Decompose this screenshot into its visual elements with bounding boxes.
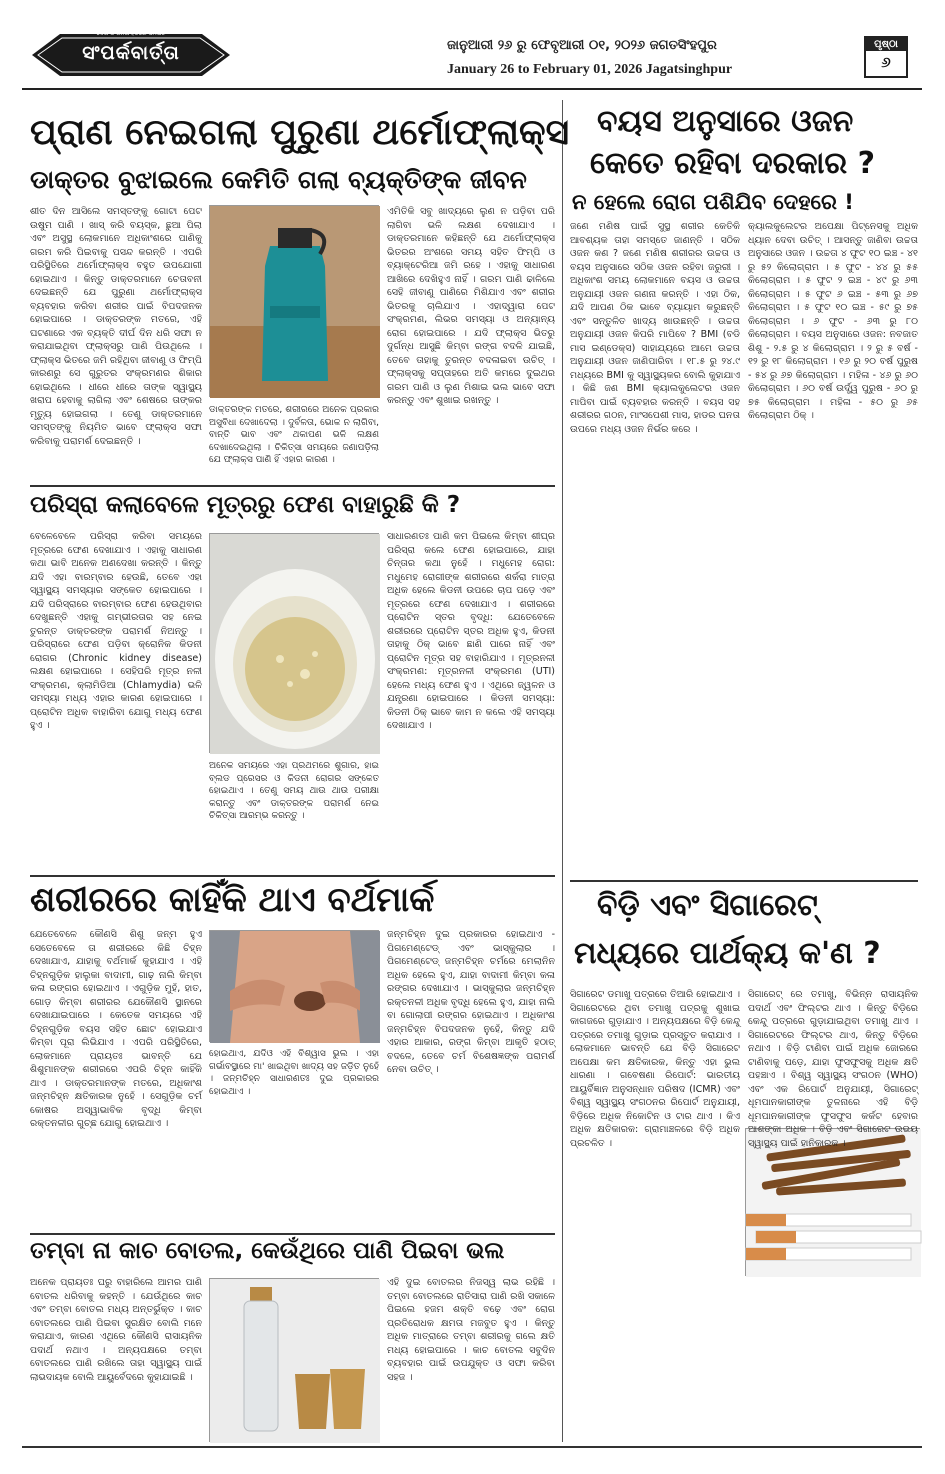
weight-column-1: ଜଣେ ମଣିଷ ପାଇଁ ସୁସ୍ଥ ଶରୀର କେତିକି ଆବଶ୍ୟକ ତାହା ସମସ୍ତେ ଜାଣନ୍ତି । ସଠିକ ଓଜନ କଣ ? ଜଣେ ମଣିଷ ଶରୀରର ଉଚ୍ଚତା ଓ ବୟସ ଅନୁସାରେ ସଠିକ ଓଜନ ରହିବା ଜରୁରୀ । ଅଧିକାଂଶ ସମୟ ଲୋକମାନେ ବୟସ ଓ ଉଚ୍ଚତା ଅନୁଯାୟୀ ଓଜନ ଗଣନା କରନ୍ତି । ଏହା ଠିକ, ଯଦି ଆପଣ ଠିକ ଭାବେ ବ୍ୟାୟାମ କରୁଛନ୍ତି ଏବଂ ସନ୍ତୁଳିତ ଖାଦ୍ୟ ଖାଉଛନ୍ତି । ଉଚ୍ଚତା ଅନୁଯାୟୀ ଓଜନ କିପରି ମାପିବେ ? BMI (ବଡି ମାସ ଇଣ୍ଡେକ୍ସ) ସାହାଯ୍ୟରେ ଆମେ ଉଚ୍ଚତା ଅନୁଯାୟୀ ଓଜନ ଜାଣିପାରିବା । ୧୮.୫ ରୁ ୨୪.୯ ମଧ୍ୟରେ BMI କୁ ସ୍ୱାସ୍ଥ୍ୟକର ବୋଲି କୁହାଯାଏ । କିଛି ଜଣ BMI କ୍ୟାଲକୁଲେଟର ଓଜନ ମାପିବା ପାଇଁ ବ୍ୟବହାର କରନ୍ତି । ବୟସ ସହ ଶରୀରର ଗଠନ, ମାଂସପେଶୀ ମାସ, ହାଡର ଘନତା ଉପରେ ମଧ୍ୟ ଓଜନ ନିର୍ଭର କରେ । bbox=[570, 221, 740, 435]
page-label: ପୃଷ୍ଠା bbox=[866, 38, 906, 51]
bidi-column-2: ସିଗାରେଟ୍ ରେ ତମାଖୁ, ବିଭିନ୍ନ ରାସାୟନିକ ପଦାର୍ଥ ଏବଂ ଫିଲ୍ଟର ଥାଏ । କିନ୍ତୁ ବିଡ଼ିରେ କେନ୍ଦୁ ପତ୍ରରେ ଗୁଡ଼ାଯାଇଥିବା ତମାଖୁ ଥାଏ । ସିଗାରେଟରେ ଫିଲ୍ଟର ଥାଏ, କିନ୍ତୁ ବିଡ଼ିରେ ନଥାଏ । ବିଡ଼ି ଟାଣିବା ପାଇଁ ଅଧିକ ଜୋରରେ ଟାଣିବାକୁ ପଡ଼େ, ଯାହା ଫୁସଫୁସକୁ ଅଧିକ କ୍ଷତି ପହଞ୍ଚାଏ । ବିଶ୍ୱ ସ୍ୱାସ୍ଥ୍ୟ ସଂଗଠନ (WHO) ଏବଂ ଏକ ରିପୋର୍ଟ ଅନୁଯାୟୀ, ସିଗାରେଟ୍ ଧୂମପାନକାରୀଙ୍କ ତୁଳନାରେ ଏହି ବିଡ଼ି ଧୂମପାନକାରୀଙ୍କ ଫୁସଫୁସ କର୍କଟ ହେବାର ଆଶଙ୍କା ଅଧିକ । ବିଡ଼ି ଏବଂ ସିଗାରେଟ ଉଭୟ ସ୍ୱାସ୍ଥ୍ୟ ପାଇଁ ହାନିକାରକ । bbox=[748, 989, 918, 1149]
foam-headline: ପରିସ୍ରା କଲାବେଳେ ମୂତ୍ରରୁ ଫେଣ ବାହାରୁଛି କି ? bbox=[30, 492, 461, 518]
newspaper-header bbox=[22, 22, 922, 90]
section-divider bbox=[30, 875, 555, 877]
weight-subhead: ନ ହେଲେ ରୋଗ ପଶିଯିବ ଦେହରେ ! bbox=[572, 190, 854, 214]
masthead-tagline: ଦେଶ ଓ ଜନତା ହିତରେ ସମର୍ପିତ bbox=[96, 30, 166, 37]
foam-column-1: ବେଳେବେଳେ ପରିସ୍ରା କରିବା ସମୟରେ ମୂତ୍ରରେ ଫେଣ ଦେଖାଯାଏ । ଏହାକୁ ସାଧାରଣ କଥା ଭାବି ଅନେକ ଅଣଦେଖା କରନ୍ତି । କିନ୍ତୁ ଯଦି ଏହା ବାରମ୍ବାର ହେଉଛି, ତେବେ ଏହା ସ୍ୱାସ୍ଥ୍ୟ ସମସ୍ୟାର ସଙ୍କେତ ହୋଇପାରେ । ଯଦି ପରିସ୍ରାରେ ବାରମ୍ବାର ଫେଣ ହେଉଥିବାର ଦେଖୁଛନ୍ତି ଏହାକୁ ଗମ୍ଭୀରତାର ସହ ନେଇ ତୁରନ୍ତ ଡାକ୍ତରଙ୍କ ପରାମର୍ଶ ନିଅନ୍ତୁ । ପରିସ୍ରାରେ ଫେଣ ପଡ଼ିବା କ୍ରୋନିକ କିଡନୀ ରୋଗର (Chronic kidney disease) ଲକ୍ଷଣ ହୋଇପାରେ । ସେହିପରି ମୂତ୍ର ନଳୀ ସଂକ୍ରମଣ, କ୍ଲାମିଡିଆ (Chlamydia) ଭଳି ସମସ୍ୟା ମଧ୍ୟ ଏହାର କାରଣ ହୋଇପାରେ । ପ୍ରୋଟିନ ଅଧିକ ବାହାରିବା ଯୋଗୁ ମଧ୍ୟ ଫେଣ ହୁଏ । bbox=[30, 531, 202, 731]
weight-column-2: କ୍ୟାଲକୁଲେଟର ଅପେକ୍ଷା ପିଟ୍ନେସକୁ ଅଧିକ ଧ୍ୟାନ ଦେବା ଉଚିତ୍ । ଆସନ୍ତୁ ଜାଣିବା ଉଚ୍ଚତା ଅନୁସାରେ ଓଜନ । ଉଚ୍ଚତା ୪ ଫୁଟ ୧୦ ଇଞ୍ଚ - ୪୧ ରୁ ୫୨ କିଲୋଗ୍ରାମ । ୫ ଫୁଟ - ୪୪ ରୁ ୫୫ କିଲୋଗ୍ରାମ । ୫ ଫୁଟ ୨ ଇଞ୍ଚ - ୪୯ ରୁ ୬୩ କିଲୋଗ୍ରାମ । ୫ ଫୁଟ ୬ ଇଞ୍ଚ - ୫୩ ରୁ ୬୭ କିଲୋଗ୍ରାମ । ୫ ଫୁଟ ୧୦ ଇଞ୍ଚ - ୫୯ ରୁ ୭୫ କିଲୋଗ୍ରାମ । ୬ ଫୁଟ - ୬୩ ରୁ ୮୦ କିଲୋଗ୍ରାମ । ବୟସ ଅନୁସାରେ ଓଜନ: ନବଜାତ ଶିଶୁ - ୨.୫ ରୁ ୪ କିଲୋଗ୍ରାମ । ୨ ରୁ ୫ ବର୍ଷ - ୧୨ ରୁ ୧୮ କିଲୋଗ୍ରାମ । ୧୬ ରୁ ୨୦ ବର୍ଷ ପୁରୁଷ - ୫୪ ରୁ ୬୭ କିଲୋଗ୍ରାମ । ମହିଳା - ୪୬ ରୁ ୬୦ କିଲୋଗ୍ରାମ । ୬୦ ବର୍ଷ ଉର୍ଦ୍ଧ୍ୱ ପୁରୁଷ - ୬୦ ରୁ ୭୫ କିଲୋଗ୍ରାମ । ମହିଳା - ୫୦ ରୁ ୬୫ କିଲୋଗ୍ରାମ ଠିକ୍ । bbox=[748, 221, 918, 421]
copper-column-3: ଏହି ଦୁଇ ବୋତଲର ନିଜସ୍ୱ ଲାଭ ରହିଛି । ତମ୍ବା ବୋତଲରେ ରାତିସାରା ପାଣି ରଖି ସକାଳେ ପିଇଲେ ହଜମ ଶକ୍ତି ବଢ଼େ ଏବଂ ରୋଗ ପ୍ରତିରୋଧକ କ୍ଷମତା ମଜବୁତ ହୁଏ । କିନ୍ତୁ ଅଧିକ ମାତ୍ରାରେ ତମ୍ବା ଶରୀରକୁ ଗଲେ କ୍ଷତି ମଧ୍ୟ ହୋଇପାରେ । କାଚ ବୋତଲ ସବୁଦିନ ବ୍ୟବହାର ପାଇଁ ଉପଯୁକ୍ତ ଓ ସଫା କରିବା ସହଜ । bbox=[387, 1277, 555, 1383]
birthmark-headline: ଶରୀରରେ କାହିଁକି ଥାଏ ବର୍ଥମାର୍କ bbox=[30, 880, 435, 920]
thermoflask-photo bbox=[209, 205, 379, 397]
foam-photo bbox=[209, 533, 379, 753]
copper-bottle-photo bbox=[209, 1278, 379, 1442]
section-divider bbox=[570, 880, 918, 882]
thermoflask-column-1: ଶୀତ ଦିନ ଆସିଲେ ସମସ୍ତଙ୍କୁ ଗୋଟା ପେଟ ଉଷୁମ ପାଣି । ଖାସ୍ କରି ବୟସ୍କ, ଛୁଆ ପିଲା ଏବଂ ଅସୁସ୍ଥ ଲୋକମାନେ ଅଧିକାଂଶରେ ପାଣିକୁ ଗରମ କରି ପିଇବାକୁ ପସନ୍ଦ କରନ୍ତି । ଏପରି ପରିସ୍ଥିତିରେ ଥର୍ମୋଫ୍ଲାକ୍ସ ବହୁତ ଉପଯୋଗୀ ହୋଇଥାଏ । କିନ୍ତୁ ଡାକ୍ତରମାନେ ଚେତାବନୀ ଦେଇଛନ୍ତି ଯେ ପୁରୁଣା ଥର୍ମୋଫ୍ଲାକ୍ସ ବ୍ୟବହାର କରିବା ଶରୀର ପାଇଁ ବିପଦଜନକ ହୋଇପାରେ । ଡାକ୍ତରଙ୍କ ମତରେ, ଏହି ଘଟଣାରେ ଏକ ବ୍ୟକ୍ତି ଦୀର୍ଘ ଦିନ ଧରି ସଫା ନ କରାଯାଇଥିବା ଫ୍ଲାକ୍ସରୁ ପାଣି ପିଉଥିଲେ । ଫ୍ଲାକ୍ସ ଭିତରେ ଜମି ରହିଥିବା ଜୀବାଣୁ ଓ ଫିମ୍ପି କାରଣରୁ ସେ ଗୁରୁତର ସଂକ୍ରମଣର ଶିକାର ହୋଇଥିଲେ । ଧୀରେ ଧୀରେ ତାଙ୍କ ସ୍ୱାସ୍ଥ୍ୟ ଖରାପ ହେବାକୁ ଲାଗିଲା ଏବଂ ଶେଷରେ ତାଙ୍କର ମୃତ୍ୟୁ ହୋଇଗଲା । ତେଣୁ ଡାକ୍ତରମାନେ ସମସ୍ତଙ୍କୁ ନିୟମିତ ଭାବେ ଫ୍ଲାକ୍ସ ସଫା କରିବାକୁ ପରାମର୍ଶ ଦେଇଛନ୍ତି । bbox=[30, 206, 202, 447]
bidi-headline-line-1: ବିଡ଼ି ଏବଂ ସିଗାରେଟ୍ bbox=[597, 888, 818, 923]
page-number: ୬ bbox=[881, 53, 891, 71]
foam-column-3: ସାଧାରଣତଃ ପାଣି କମ ପିଇଲେ କିମ୍ବା ଶୀଘ୍ର ପରିସ୍ରା କଲେ ଫେଣ ହୋଇପାରେ, ଯାହା ଚିନ୍ତାର କଥା ନୁହେଁ । ମଧୁମେହ ରୋଗ: ମଧୁମେହ ରୋଗୀଙ୍କ ଶରୀରରେ ଶର୍କରା ମାତ୍ରା ଅଧିକ ହେଲେ କିଡନୀ ଉପରେ ଚାପ ପଡ଼େ ଏବଂ ମୂତ୍ରରେ ଫେଣ ଦେଖାଯାଏ । ଶରୀରରେ ପ୍ରୋଟିନ ସ୍ତର ବୃଦ୍ଧି: ଯେତେବେଳେ ଶରୀରରେ ପ୍ରୋଟିନ ସ୍ତର ଅଧିକ ହୁଏ, କିଡନୀ ତାହାକୁ ଠିକ୍ ଭାବେ ଛାଣି ପାରେ ନାହିଁ ଏବଂ ପ୍ରୋଟିନ ମୂତ୍ର ସହ ବାହାରିଯାଏ । ମୂତ୍ରନଳୀ ସଂକ୍ରମଣ: ମୂତ୍ରନଳୀ ସଂକ୍ରମଣ (UTI) ହେଲେ ମଧ୍ୟ ଫେଣ ହୁଏ । ଏଥିରେ ଜ୍ୱଳନ ଓ ଯନ୍ତ୍ରଣା ହୋଇପାରେ । କିଡନୀ ସମସ୍ୟା: କିଡନୀ ଠିକ୍ ଭାବେ କାମ ନ କଲେ ଏହି ସମସ୍ୟା ଦେଖାଯାଏ । bbox=[387, 531, 555, 731]
birthmark-column-3: ଜନ୍ମଚିହ୍ନ ଦୁଇ ପ୍ରକାରର ହୋଇଥାଏ - ପିଗମେଣ୍ଟେଡ୍ ଏବଂ ଭାସ୍କୁଲାର । ପିଗମେଣ୍ଟେଡ୍ ଜନ୍ମଚିହ୍ନ ଚର୍ମରେ ମେଲାନିନ ଅଧିକ ହେଲେ ହୁଏ, ଯାହା ବାଦାମୀ କିମ୍ବା କଳା ରଙ୍ଗର ଦେଖାଯାଏ । ଭାସ୍କୁଲାର ଜନ୍ମଚିହ୍ନ ରକ୍ତନଳୀ ଅଧିକ ବୃଦ୍ଧି ହେଲେ ହୁଏ, ଯାହା ନାଲି ବା ଗୋଲାପୀ ରଙ୍ଗର ହୋଇଥାଏ । ଅଧିକାଂଶ ଜନ୍ମଚିହ୍ନ ବିପଦଜନକ ନୁହେଁ, କିନ୍ତୁ ଯଦି ଏହାର ଆକାର, ରଙ୍ଗ କିମ୍ବା ଆକୃତି ହଠାତ୍ ବଦଳେ, ତେବେ ଚର୍ମ ବିଶେଷଜ୍ଞଙ୍କ ପରାମର୍ଶ ନେବା ଉଚିତ୍ । bbox=[387, 929, 555, 1075]
weight-headline-line-2: କେତେ ରହିବା ଦରକାର ? bbox=[590, 146, 876, 181]
birthmark-column-1: ଯେତେବେଳେ କୌଣସି ଶିଶୁ ଜନ୍ମ ହୁଏ ସେତେବେଳେ ତା ଶରୀରରେ କିଛି ଚିହ୍ନ ଦେଖାଯାଏ, ଯାହାକୁ ବର୍ଥମାର୍କ କୁହାଯାଏ । ଏହି ଚିହ୍ନଗୁଡ଼ିକ ହାଲୁକା ବାଦାମୀ, ଗାଢ଼ ନାଲି କିମ୍ବା କଳା ରଙ୍ଗର ହୋଇଥାଏ । ଏଗୁଡ଼ିକ ମୁହଁ, ହାତ, ଗୋଡ଼ କିମ୍ବା ଶରୀରର ଯେକୌଣସି ସ୍ଥାନରେ ଦେଖାଯାଇପାରେ । କେତେକ ସମୟରେ ଏହି ଚିହ୍ନଗୁଡ଼ିକ ବୟସ ସହିତ ଛୋଟ ହୋଇଯାଏ କିମ୍ବା ପୂରା ଲିଭିଯାଏ । ଏପରି ପରିସ୍ଥିତିରେ, ଲୋକମାନେ ପ୍ରାୟତଃ ଭାବନ୍ତି ଯେ ଶିଶୁମାନଙ୍କ ଶରୀରରେ ଏପରି ଚିହ୍ନ କାହିଁକି ଥାଏ । ଡାକ୍ତରମାନଙ୍କ ମତରେ, ଅଧିକାଂଶ ଜନ୍ମଚିହ୍ନ କ୍ଷତିକାରକ ନୁହେଁ । ସେଗୁଡ଼ିକ ଚର୍ମ କୋଷର ଅସ୍ୱାଭାବିକ ବୃଦ୍ଧି କିମ୍ବା ରକ୍ତନଳୀର ଗୁଚ୍ଛ ଯୋଗୁ ହୋଇଥାଏ । bbox=[30, 929, 202, 1129]
section-divider bbox=[30, 1233, 555, 1235]
copper-headline: ତମ୍ବା ନା କାଚ ବୋତଲ, କେଉଁଥିରେ ପାଣି ପିଇବା ଭଲ bbox=[30, 1238, 505, 1264]
bidi-cigarette-photo bbox=[745, 1128, 920, 1276]
masthead-title: ସଂପର୍କବାର୍ତ୍ତା bbox=[82, 42, 180, 64]
issue-date-english: January 26 to February 01, 2026 Jagatsinghpur bbox=[447, 62, 733, 77]
column-divider bbox=[562, 100, 563, 1442]
thermoflask-headline: ପ୍ରାଣ ନେଇଗଲା ପୁରୁଣା ଥର୍ମୋଫ୍ଲାକ୍ସ bbox=[30, 112, 570, 153]
weight-headline-line-1: ବୟସ ଅନୁସାରେ ଓଜନ bbox=[597, 104, 854, 139]
thermoflask-column-3: ଏମିତିକି ସବୁ ଖାଦ୍ୟରେ ଲୁଣ ନ ପଡ଼ିବା ପରି ଲାଗିବା ଭଳି ଲକ୍ଷଣ ଦେଖାଯାଏ । ଡାକ୍ତରମାନେ କହିଛନ୍ତି ଯେ ଥର୍ମୋଫ୍ଲାକ୍ସ ଭିତରର ଅଂଶରେ ସମୟ ସହିତ ଫିମ୍ପି ଓ ବ୍ୟାକ୍ଟେରିଆ ଜମି ରହେ । ଏହାକୁ ସାଧାରଣ ଆଖିରେ ଦେଖିହୁଏ ନାହିଁ । ଗରମ ପାଣି ଢାଳିଲେ ସେହି ଜୀବାଣୁ ପାଣିରେ ମିଶିଯାଏ ଏବଂ ଶରୀର ଭିତରକୁ ଚାଲିଯାଏ । ଏହାଦ୍ୱାରା ପେଟ ସଂକ୍ରମଣ, ଲିଭର ସମସ୍ୟା ଓ ଅନ୍ୟାନ୍ୟ ରୋଗ ହୋଇପାରେ । ଯଦି ଫ୍ଲାକ୍ସ ଭିତରୁ ଦୁର୍ଗନ୍ଧ ଆସୁଛି କିମ୍ବା ରଙ୍ଗ ବଦଳି ଯାଇଛି, ତେବେ ତାହାକୁ ତୁରନ୍ତ ବଦଳାଇବା ଉଚିତ୍ । ଫ୍ଲାକ୍ସକୁ ସପ୍ତାହରେ ଅତି କମରେ ଦୁଇଥର ଗରମ ପାଣି ଓ ଲୁଣ ମିଶାଇ ଭଲ ଭାବେ ସଫା କରନ୍ତୁ ଏବଂ ଶୁଖାଇ ରଖନ୍ତୁ । bbox=[387, 206, 555, 406]
thermoflask-caption: ଡାକ୍ତରଙ୍କ ମତରେ, ଶରୀରରେ ଅନେକ ପ୍ରକାର ଅସୁବିଧା ଦେଖାଦେଲା । ଦୁର୍ବଳତା, ଭୋକ ନ ଲାଗିବା, ବାନ୍ତି ଭାବ ଏବଂ ଥକାପଣ ଭଳି ଲକ୍ଷଣ ଦେଖାଦେଇଥିଲା । ଚିକିତ୍ସା ସମୟରେ ଜଣାପଡ଼ିଲା ଯେ ଫ୍ଲାକ୍ସ ପାଣି ହିଁ ଏହାର କାରଣ । bbox=[209, 405, 379, 465]
birthmark-caption: ହୋଇଥାଏ, ଯଦିଓ ଏହି ବିଶ୍ୱାସ ଭୁଲ । ଏହା ଗର୍ଭାବସ୍ଥାରେ ମା' ଖାଇଥିବା ଖାଦ୍ୟ ସହ ଜଡ଼ିତ ନୁହେଁ । ଜନ୍ମଚିହ୍ନ ସାଧାରଣତଃ ଦୁଇ ପ୍ରକାରର ହୋଇଥାଏ । bbox=[209, 1049, 379, 1097]
section-divider bbox=[30, 485, 555, 487]
foam-caption: ଅନେକ ସମୟରେ ଏହା ପ୍ରଥମରେ ଶୁଗାର, ହାଇ ବ୍ଲଡ ପ୍ରେସର ଓ କିଡନୀ ରୋଗର ସଙ୍କେତ ହୋଇଥାଏ । ତେଣୁ ସମୟ ଥାଉ ଥାଉ ପରୀକ୍ଷା କରାନ୍ତୁ ଏବଂ ଡାକ୍ତରଙ୍କ ପରାମର୍ଶ ନେଇ ଚିକିତ୍ସା ଆରମ୍ଭ କରନ୍ତୁ । bbox=[209, 761, 379, 821]
bidi-column-1: ସିଗାରେଟ ଡମାଖୁ ପତ୍ରରେ ତିଆରି ହୋଇଥାଏ । ସିଗାରେଟରେ ଥିବା ତମାଖୁ ପତ୍ରକୁ ଶୁଖାଇ କାଗଜରେ ଗୁଡ଼ାଯାଏ । ଅନ୍ୟପକ୍ଷରେ ବିଡ଼ି କେନ୍ଦୁ ପତ୍ରରେ ତମାଖୁ ଗୁଡ଼ାଇ ପ୍ରସ୍ତୁତ କରାଯାଏ । ଲୋକମାନେ ଭାବନ୍ତି ଯେ ବିଡ଼ି ସିଗାରେଟ ଅପେକ୍ଷା କମ କ୍ଷତିକାରକ, କିନ୍ତୁ ଏହା ଭୁଲ ଧାରଣା । ଗବେଷଣା ରିପୋର୍ଟ: ଭାରତୀୟ ଆୟୁର୍ବିଜ୍ଞାନ ଅନୁସନ୍ଧାନ ପରିଷଦ (ICMR) ଏବଂ ବିଶ୍ୱ ସ୍ୱାସ୍ଥ୍ୟ ସଂଗଠନର ରିପୋର୍ଟ ଅନୁଯାୟୀ, ବିଡ଼ିରେ ଅଧିକ ନିକୋଟିନ ଓ ଟାର ଥାଏ । କିଏ ଅଧିକ କ୍ଷତିକାରକ: ଗ୍ରାମାଞ୍ଚଳରେ ବିଡ଼ି ଅଧିକ ପ୍ରଚଳିତ । bbox=[570, 989, 740, 1149]
page-bottom-rule bbox=[22, 1446, 922, 1448]
birthmark-photo bbox=[209, 930, 379, 1042]
thermoflask-subhead: ଡାକ୍ତର ବୁଝାଇଲେ କେମିତି ଗଲା ବ୍ୟକ୍ତିଙ୍କ ଜୀବନ bbox=[30, 165, 527, 194]
bidi-headline-line-2: ମଧ୍ୟରେ ପାର୍ଥକ୍ୟ କ'ଣ ? bbox=[574, 936, 881, 971]
copper-column-1: ଅନେକ ପ୍ରାୟତଃ ଘରୁ ବାହାରିଲେ ଆମର ପାଣି ବୋତଲ ଧରିବାକୁ କହନ୍ତି । ଯେଉଁଥିରେ କାଚ ଏବଂ ତମ୍ବା ବୋତଲ ମଧ୍ୟ ଅନ୍ତର୍ଭୁକ୍ତ । କାଚ ବୋତଲରେ ପାଣି ପିଇବା ସୁରକ୍ଷିତ ବୋଲି ମନେ କରାଯାଏ, କାରଣ ଏଥିରେ କୌଣସି ରାସାୟନିକ ପଦାର୍ଥ ନଥାଏ । ଅନ୍ୟପକ୍ଷରେ ତମ୍ବା ବୋତଲରେ ପାଣି ରଖିଲେ ତାହା ସ୍ୱାସ୍ଥ୍ୟ ପାଇଁ ଲାଭଦାୟକ ବୋଲି ଆୟୁର୍ବେଦରେ କୁହାଯାଇଛି । bbox=[30, 1277, 202, 1383]
issue-date-odia: ଜାନୁଆରୀ ୨୬ ରୁ ଫେବୃଆରୀ ୦୧, ୨୦୨୬ ଜଗତସିଂହପୁର bbox=[447, 38, 717, 53]
masthead-logo bbox=[32, 30, 230, 80]
page-number-box bbox=[864, 36, 908, 78]
